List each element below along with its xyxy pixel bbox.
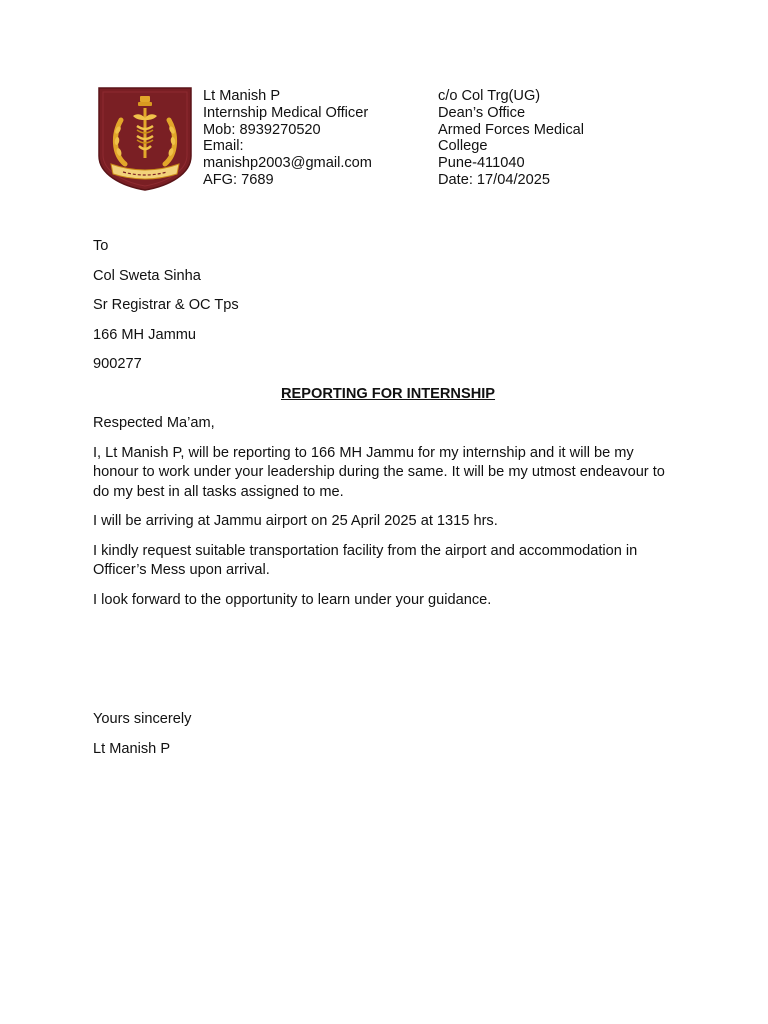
recipient-designation: Sr Registrar & OC Tps xyxy=(93,297,239,313)
sender-email-label: Email: xyxy=(203,138,244,155)
letter-body xyxy=(93,237,683,769)
signature-name: Lt Manish P xyxy=(93,740,171,757)
address-pin: Pune-411040 xyxy=(438,155,525,172)
recipient-name: Col Sweta Sinha xyxy=(93,267,201,284)
recipient-pin: 900277 xyxy=(93,356,142,372)
address-line-2: Dean’s Office xyxy=(438,104,526,121)
letter-date: Date: 17/04/2025 xyxy=(438,171,550,188)
sender-designation: Internship Medical Officer xyxy=(203,104,369,121)
recipient-unit: 166 MH Jammu xyxy=(93,326,196,343)
afmc-crest-logo xyxy=(97,86,193,192)
signature-spacer xyxy=(93,620,683,710)
paragraph-request: I kindly request suitable transportation facility from the airport and accommodation in Officer’s Mess upon arrival. xyxy=(93,542,638,578)
sender-email: manishp2003@gmail.com xyxy=(203,155,372,172)
paragraph-closing: I look forward to the opportunity to learn under your guidance. xyxy=(93,591,492,608)
paragraph-arrival: I will be arriving at Jammu airport on 25 April 2025 at 1315 hrs. xyxy=(93,513,498,529)
sender-mobile: Mob: 8939270520 xyxy=(203,121,321,138)
salutation: Respected Ma’am, xyxy=(93,415,215,431)
letter-subject: REPORTING FOR INTERNSHIP xyxy=(280,385,496,402)
sender-afg: AFG: 7689 xyxy=(203,171,274,188)
to-label: To xyxy=(93,238,109,254)
address-line-3: Armed Forces Medical xyxy=(438,121,584,138)
sender-name: Lt Manish P xyxy=(203,88,281,104)
address-line-4: College xyxy=(438,138,488,155)
closing-phrase: Yours sincerely xyxy=(93,711,192,727)
paragraph-intro: I, Lt Manish P, will be reporting to 166 MH Jammu for my internship and it will be my honour to work under your leadership during the same. It will be my utmost endeavour to do my best in all tasks assigned to me. xyxy=(93,444,665,500)
address-line-1: c/o Col Trg(UG) xyxy=(438,88,541,104)
sender-details xyxy=(203,88,423,189)
sender-address xyxy=(438,88,638,189)
